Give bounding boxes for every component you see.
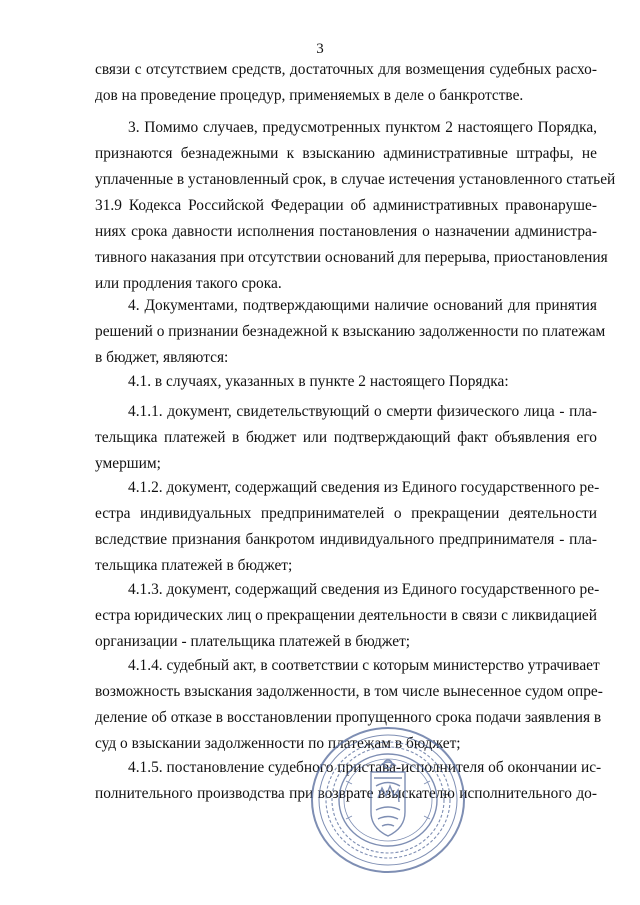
paragraph-4-1 — [95, 369, 597, 395]
text-line: ниях срока давности исполнения постановления о назначении администра- — [95, 223, 597, 240]
text-line: тивного наказания при отсутствии оснований для перерыва, приостановления — [95, 249, 608, 266]
page-number: 3 — [316, 41, 324, 57]
text-line: вследствие признания банкротом индивидуального предпринимателя - пла- — [95, 531, 597, 548]
text-line: решений о признании безнадежной к взысканию задолженности по платежам — [95, 323, 606, 340]
text-line: признаются безнадежными к взысканию административные штрафы, не — [95, 145, 597, 162]
paragraph-1 — [95, 57, 597, 109]
text-line: 4.1.3. документ, содержащий сведения из Единого государственного ре- — [128, 581, 600, 598]
text-line: 4. Документами, подтверждающими наличие оснований для принятия — [128, 297, 597, 314]
text-line: 4.1.5. постановление судебного пристава-исполнителя об окончании ис- — [128, 759, 602, 776]
text-line: уплаченные в установленный срок, в случае истечения установленного статьей — [95, 171, 616, 188]
text-line: естра юридических лиц о прекращении деятельности в связи с ликвидацией — [95, 607, 597, 624]
paragraph-4-1-1 — [95, 399, 597, 477]
text-line: 4.1.1. документ, свидетельствующий о смерти физического лица - пла- — [128, 403, 597, 420]
paragraph-3 — [95, 115, 616, 297]
text-line: суд о взыскании задолженности по платежам в бюджет; — [95, 735, 461, 752]
text-line: 31.9 Кодекса Российской Федерации об административных правонаруше- — [95, 197, 597, 214]
paragraph-4-1-5 — [95, 755, 602, 807]
paragraph-4-1-3 — [95, 577, 600, 655]
text-line: возможность взыскания задолженности, в том числе вынесенное судом опре- — [95, 683, 603, 700]
text-line: 4.1.2. документ, содержащий сведения из Единого государственного ре- — [128, 479, 600, 496]
text-line: 3. Помимо случаев, предусмотренных пунктом 2 настоящего Порядка, — [128, 119, 597, 136]
text-line: 4.1. в случаях, указанных в пункте 2 настоящего Порядка: — [128, 373, 509, 390]
text-line: дов на проведение процедур, применяемых в деле о банкротстве. — [95, 87, 524, 104]
text-line: естра индивидуальных предпринимателей о прекращении деятельности — [95, 505, 597, 522]
text-line: 4.1.4. судебный акт, в соответствии с которым министерство утрачивает — [128, 657, 600, 674]
text-line: организации - плательщика платежей в бюджет; — [95, 633, 411, 650]
paragraph-4-1-4 — [95, 653, 603, 757]
paragraph-4 — [95, 293, 606, 371]
text-line: тельщика платежей в бюджет или подтверждающий факт объявления его — [95, 429, 597, 446]
text-line: или продления такого срока. — [95, 275, 282, 292]
text-line: тельщика платежей в бюджет; — [95, 557, 293, 574]
text-line: умершим; — [95, 455, 161, 472]
text-line: связи с отсутствием средств, достаточных для возмещения судебных расхо- — [95, 61, 597, 78]
text-line: полнительного производства при возврате взыскателю исполнительного до- — [95, 785, 597, 802]
text-line: деление об отказе в восстановлении пропущенного срока подачи заявления в — [95, 709, 602, 726]
paragraph-4-1-2 — [95, 475, 600, 579]
text-line: в бюджет, являются: — [95, 349, 229, 366]
